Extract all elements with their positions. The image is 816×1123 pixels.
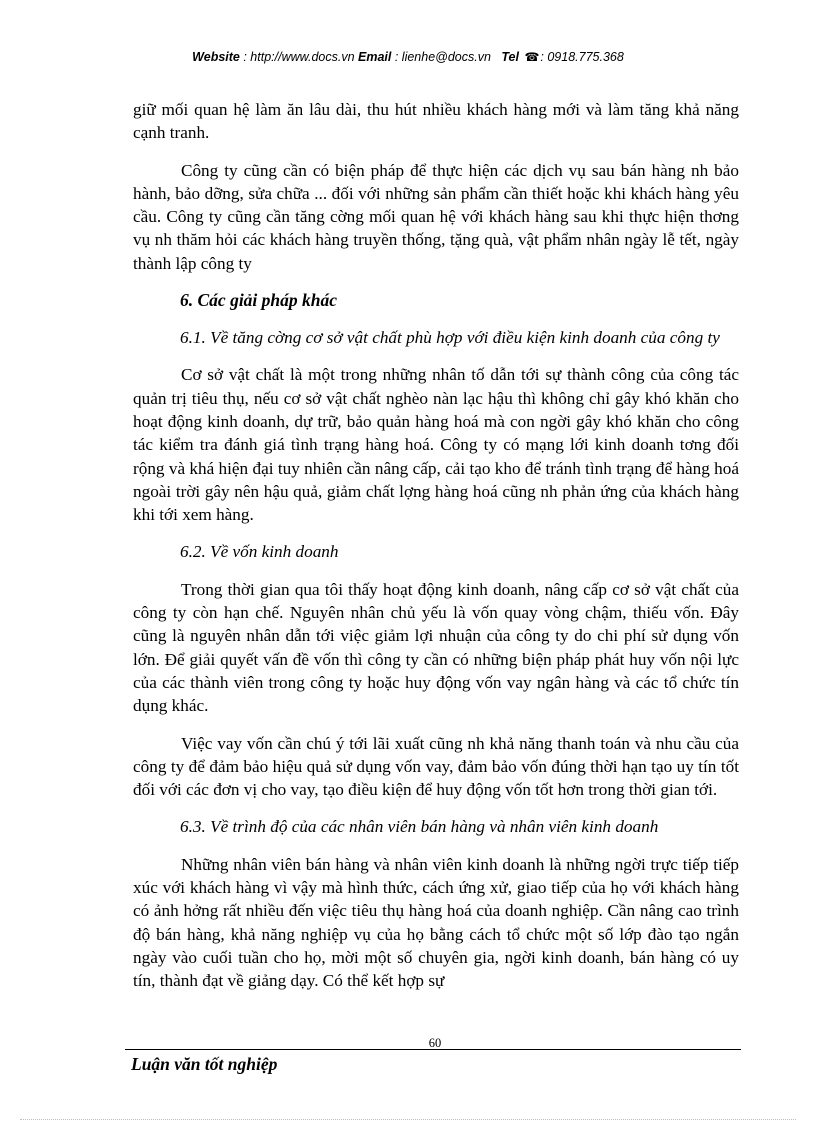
footer-divider <box>125 1049 741 1050</box>
paragraph-6: Những nhân viên bán hàng và nhân viên kinh doanh là những ngời trực tiếp tiếp xúc với khách hàng vì vậy mà hình thức, cách ứng xử, giao tiếp của họ với khách hàng có ảnh hởng rất nhiều đến việc tiêu thụ hàng hoá của doanh nghiệp. Cần nâng cao trình độ bán hàng, khả năng nghiệp vụ của họ bằng cách tổ chức một số lớp đào tạo ngắn ngày vào cuối tuần cho họ, mời một số chuyên gia, ngời kinh doanh, bán hàng có uy tín, thành đạt về giảng dạy. Có thể kết hợp sự <box>133 854 739 991</box>
page-number: 60 <box>428 1036 442 1050</box>
paragraph-1: giữ mối quan hệ làm ăn lâu dài, thu hút nhiều khách hàng mới và làm tăng khả năng cạnh tranh. <box>133 100 739 143</box>
subsection-heading-6-3: 6.3. Về trình độ của các nhân viên bán hàng và nhân viên kinh doanh <box>180 817 659 837</box>
email-address: : lienhe@docs.vn <box>394 50 491 64</box>
page-header <box>0 50 816 64</box>
paragraph-4: Trong thời gian qua tôi thấy hoạt động kinh doanh, nâng cấp cơ sở vật chất của công ty còn hạn chế. Nguyên nhân chủ yếu là vốn quay vòng chậm, thiếu vốn. Đây cũng là nguyên nhân dẫn tới việc giảm lợi nhuận của công ty do chi phí sử dụng vốn lớn. Để giải quyết vấn đề vốn thì công ty cần có những biện pháp phát huy vốn nội lực của các thành viên trong công ty hoặc huy động vốn vay ngân hàng và các tổ chức tín dụng khác. <box>133 579 739 716</box>
page-body <box>133 98 739 1007</box>
phone-icon: ☎ <box>524 50 540 64</box>
tel-number: : 0918.775.368 <box>540 50 624 64</box>
email-label: Email <box>358 50 392 64</box>
paragraph-2: Công ty cũng cần có biện pháp để thực hiện các dịch vụ sau bán hàng nh bảo hành, bảo dỡng, sửa chữa ... đối với những sản phẩm cần thiết hoặc khi khách hàng yêu cầu. Công ty cũng cần tăng cờng mối quan hệ với khách hàng sau khi thực hiện thơng vụ nh thăm hỏi các khách hàng truyền thống, tặng quà, vật phẩm nhân ngày lễ tết, ngày thành lập công ty <box>133 160 739 273</box>
website-label: Website <box>192 50 240 64</box>
subsection-heading-6-1: 6.1. Về tăng cờng cơ sở vật chất phù hợp với điều kiện kinh doanh của công ty <box>180 328 720 348</box>
paragraph-3: Cơ sở vật chất là một trong những nhân tố dẫn tới sự thành công của công tác quản trị tiêu thụ, nếu cơ sở vật chất nghèo nàn lạc hậu thì không chỉ gây khó khăn cho hoạt động kinh doanh, dự trữ, bảo quản hàng hoá mà con ngời gây khó khăn cho công tác kiểm tra đánh giá tình trạng hàng hoá. Công ty có mạng lới kinh doanh tơng đối rộng và khá hiện đại tuy nhiên cần nâng cấp, cải tạo kho để tránh tình trạng để hàng hoá ngoài trời gây nên hậu quả, giảm chất lợng hàng hoá cũng nh phản ứng của khách hàng khi tới xem hàng. <box>133 365 739 525</box>
page-bottom-dotted-line <box>20 1119 796 1120</box>
paragraph-5: Việc vay vốn cần chú ý tới lãi xuất cũng nh khả năng thanh toán và nhu cầu của công ty để đảm bảo hiệu quả sử dụng vốn vay, đảm bảo vốn đúng thời hạn tạo uy tín tốt đối với các đơn vị cho vay, tạo điều kiện để huy động vốn tốt hơn trong thời gian tới. <box>133 733 739 800</box>
footer-title: Luận văn tốt nghiệp <box>131 1054 278 1074</box>
tel-label: Tel <box>501 50 519 64</box>
subsection-heading-6-2: 6.2. Về vốn kinh doanh <box>180 542 339 562</box>
section-heading-6: 6. Các giải pháp khác <box>180 290 338 311</box>
website-url: : http://www.docs.vn <box>243 50 355 64</box>
